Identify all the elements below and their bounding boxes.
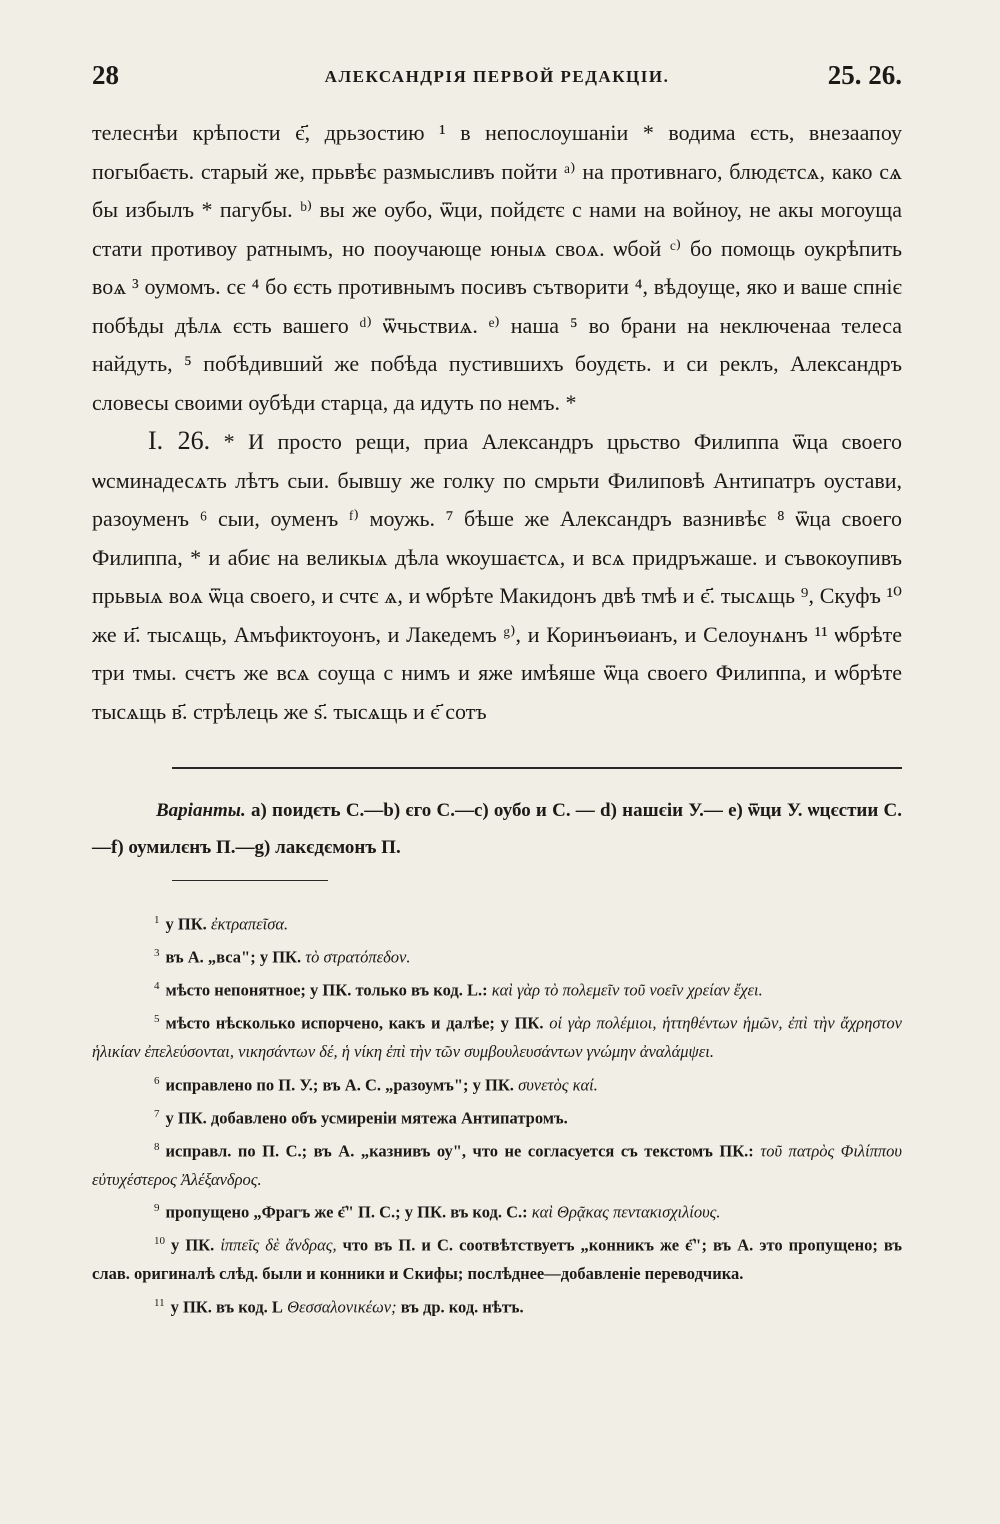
footnotes [92, 906, 902, 1322]
section-numbers: 25. 26. [827, 60, 902, 90]
footnote: $^3$ въ А. „вса"; у ПК. τὸ στρατόπεδον. [154, 947, 411, 967]
footnote: $^5$ мѣсто нѣсколько испорчено, какъ и далѣе; у ПК. οἱ γὰρ πολέμιοι, ἡττηθέντων ἡμῶν, ἐπὶ τὴν ἄχρηστον ἡλικίαν ἐπελεύσονται, νικησάντων δέ, ἡ νίκη ἐπὶ τὴν τῶν συμβουλευσάντων γνώμην ἀναλάμψει. [92, 1013, 902, 1061]
footnote: $^{11}$ у ПК. въ код. L Θεσσαλονικέων; въ др. код. нѣтъ. [154, 1296, 524, 1316]
footnote: $^9$ пропущено „Фрагъ же є҃" П. С.; у ПК. въ код. С.: καὶ Θρᾷκας πεντακισχιλίους. [154, 1202, 721, 1222]
paragraph-26-text: * И просто рещи, приа Александръ црьство Филиппа ѿца своего ѡсминадесѧть лѣтъ сыи. бывшу же голку по смрьти Филиповѣ Антипатръ оустави, разоуменъ ⁶ сыи, оуменъ ᶠ⁾ моужь. ⁷ бѣше же Александръ вазнивѣє ⁸ ѿца своего Филиппа, * и абиє на великыѧ дѣла ѡкоушаєтсѧ, и всѧ придръжаше. и съвокоупивъ прьвыѧ воѧ ѿца своего, и счтє ѧ, и ѡбрѣте Макидонъ двѣ тмѣ и є҃. тысѧщь ⁹, Скуфъ ¹⁰ же и҃. тысѧщь, Амъфиктоуонъ, и Лакедемъ ᵍ⁾, и Коринъѳианъ, и Селоунѧнъ ¹¹ ѡбрѣте три тмы. счєтъ же всѧ соуща с нимъ и яже имѣяше ѿца своего Филиппа, и ѡбрѣте тысѧщь в҃. стрѣлець же ѕ҃. тысѧщь и є҃ сотъ [92, 429, 903, 724]
running-title: АЛЕКСАНДРІЯ ПЕРВОЙ РЕДАКЦІИ. [324, 67, 670, 86]
footnote: $^1$ у ПК. ἐκτραπεῖσα. [154, 914, 289, 934]
footnote: $^7$ у ПК. добавлено объ усмиреніи мятежа Антипатромъ. [154, 1107, 568, 1127]
running-header [92, 60, 902, 96]
footnote: $^4$ мѣсто непонятное; у ПК. только въ код. L.: καὶ γὰρ τὸ πολεμεῖν τοῦ νοεῖν χρείαν ἔχει. [154, 980, 763, 1000]
footnote-rule [172, 880, 328, 881]
footnote: $^6$ исправлено по П. У.; въ А. С. „разоумъ"; у ПК. συνετὸς καί. [154, 1074, 598, 1094]
paragraph-26 [92, 422, 902, 731]
footnote: $^8$ исправл. по П. С.; въ А. „казнивъ оу", что не согласуется съ текстомъ ПК.: τοῦ πατρὸς Φιλίππου εὐτυχέστερος Ἀλέξανδρος. [92, 1140, 903, 1189]
variants-label: Варіанты. [156, 800, 246, 821]
variants-text: a) поидєть С.—b) єго С.—c) оубо и С. — d) нашєіи У.— e) ѿци У. ѡцєстии С.—f) оумилєнъ П.—g) лакєдємонъ П. [92, 800, 903, 858]
divider-rule [172, 767, 902, 769]
paragraph-25-continuation: телеснѣи крѣпости є҃, дрьзостию ¹ в непослоушаніи * водима єсть, внезаапоу погыбаєть. старый же, прьвѣє размысливъ пойти ᵃ⁾ на противнаго, блюдєтсѧ, како сѧ бы избылъ * пагубы. ᵇ⁾ вы же оубо, ѿци, пойдєтє с нами на войноу, не акы могоуща стати противоу ратнымъ, но пооучающе юныѧ своѧ. ѡбой ᶜ⁾ бо помощь оукрѣпить воѧ ³ оумомъ. сє ⁴ бо єсть противнымъ посивъ сътворити ⁴, вѣдоуще, яко и ваше спніє побѣды дѣлѧ єсть вашего ᵈ⁾ ѿчьствиѧ. ᵉ⁾ наша ⁵ во брани на неключенаа телеса найдуть, ⁵ побѣдивший же побѣда пустившихъ боудєть. и си реклъ, Александръ словесы своими оубѣди старца, да идуть по немъ. * [92, 120, 902, 415]
variants-block [92, 792, 902, 866]
footnote: $^{10}$ у ПК. ἱππεῖς δὲ ἄνδρας, что въ П. и С. соотвѣтствуетъ „конникъ же є҃"; въ А. это пропущено; въ слав. оригиналѣ слѣд. были и конники и Скифы; послѣднее—добавленіе переводчика. [92, 1235, 903, 1283]
page-number: 28 [92, 60, 119, 90]
section-label: І. 26. [148, 426, 211, 455]
main-text [92, 114, 902, 731]
